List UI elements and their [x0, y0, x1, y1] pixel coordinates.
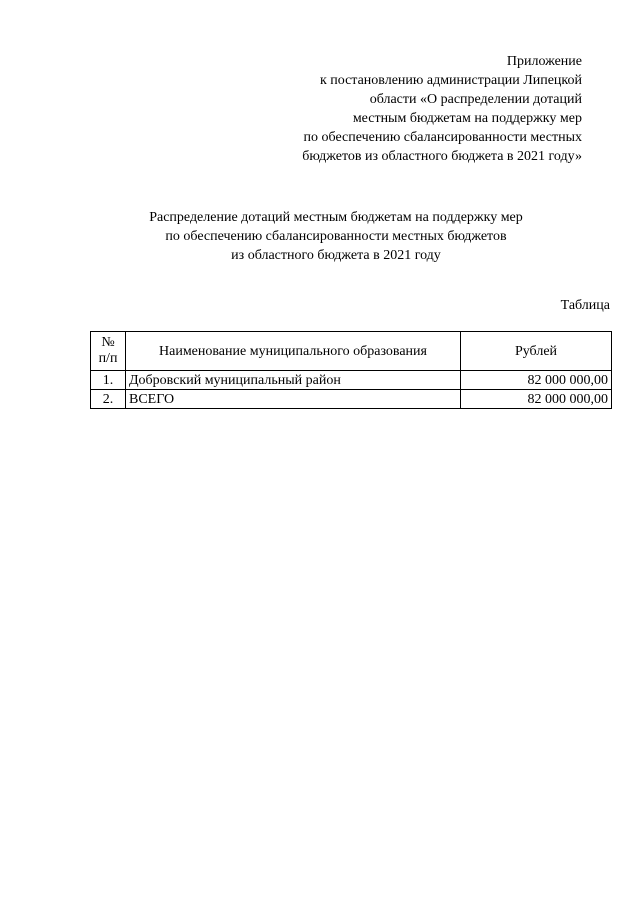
appendix-line: к постановлению администрации Липецкой	[319, 73, 582, 88]
row-number: 1.	[91, 371, 126, 390]
appendix-line: области «О распределении дотаций	[369, 92, 582, 107]
table-header-row	[91, 332, 612, 371]
row-amount: 82 000 000,00	[461, 371, 612, 390]
table-row-total	[91, 390, 612, 409]
appendix-line: по обеспечению сбалансированности местных	[303, 130, 582, 145]
table-row	[91, 371, 612, 390]
header-number	[91, 332, 126, 371]
row-municipality: Добровский муниципальный район	[126, 371, 461, 390]
title-line: из областного бюджета в 2021 году	[231, 248, 441, 263]
distribution-table	[90, 331, 612, 409]
table-caption: Таблица	[560, 298, 610, 313]
header-amount: Рублей	[461, 332, 612, 371]
appendix-line: Приложение	[506, 54, 582, 69]
appendix-line: местным бюджетам на поддержку мер	[352, 111, 582, 126]
header-number-sign: №	[101, 335, 115, 350]
row-amount: 82 000 000,00	[461, 390, 612, 409]
title-line: по обеспечению сбалансированности местных бюджетов	[165, 229, 507, 244]
row-number: 2.	[91, 390, 126, 409]
appendix-line: бюджетов из областного бюджета в 2021 году»	[302, 149, 582, 164]
header-number-abbr: п/п	[98, 351, 118, 366]
header-municipality: Наименование муниципального образования	[126, 332, 461, 371]
appendix-block	[242, 52, 582, 166]
document-title	[90, 208, 582, 265]
title-line: Распределение дотаций местным бюджетам на поддержку мер	[149, 210, 523, 225]
row-municipality: ВСЕГО	[126, 390, 461, 409]
